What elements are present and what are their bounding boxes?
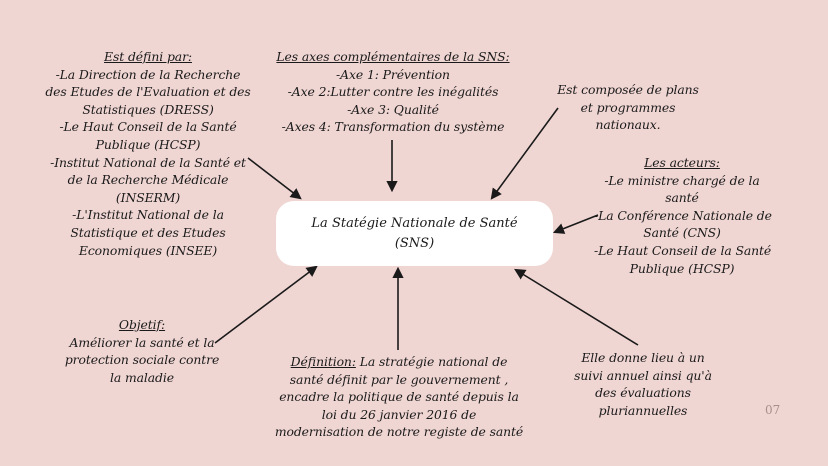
definition-title: Définition:: [290, 354, 356, 369]
actors-block: [594, 154, 770, 277]
center-title: La Statégie Nationale de Santé: [311, 215, 518, 231]
actors-title: Les acteurs:: [644, 155, 720, 170]
list-item: -Axe 2:Lutter contre les inégalités: [287, 84, 499, 100]
list-item: -Axe 3: Qualité: [347, 101, 439, 117]
definition-by-title: Est défini par:: [104, 49, 192, 64]
axes-title: Les axes complémentaires de la SNS:: [276, 49, 510, 64]
list-item: santé: [665, 190, 699, 206]
axes-block: [272, 48, 514, 136]
list-item: -La Direction de la Recherche: [55, 66, 241, 82]
center-abbrev: (SNS): [394, 235, 435, 251]
list-item: -Le ministre chargé de la: [604, 172, 760, 188]
list-item: -Institut National de la Santé et: [50, 154, 246, 170]
list-item: -Axe 1: Prévention: [336, 66, 450, 82]
objective-title: Objetif:: [118, 317, 166, 332]
definition-line: santé définit par le gouvernement ,: [289, 371, 509, 387]
list-item: -La Conférence Nationale de: [594, 207, 772, 223]
list-item: -Axes 4: Transformation du système: [281, 119, 505, 135]
definition-line: encadre la politique de santé depuis la: [279, 389, 519, 405]
list-item: des Etudes de l'Evaluation et des: [45, 84, 251, 100]
list-item: -Le Haut Conseil de la Santé: [59, 119, 237, 135]
objective-line: la maladie: [109, 369, 174, 385]
definition-line: modernisation de notre registe de santé: [274, 424, 524, 440]
composed-line: Est composée de plans: [557, 82, 699, 97]
composed-line: nationaux.: [595, 117, 661, 133]
list-item: Publique (HCSP): [629, 260, 735, 276]
followup-block: [565, 349, 721, 419]
list-item: Santé (CNS): [643, 225, 721, 241]
definition-by-block: [30, 48, 266, 259]
list-item: Publique (HCSP): [95, 136, 201, 152]
followup-line: des évaluations: [595, 385, 691, 401]
list-item: (INSERM): [115, 189, 181, 205]
definition-block: [268, 353, 530, 441]
list-item: Statistique et des Etudes: [70, 224, 226, 240]
list-item: -Le Haut Conseil de la Santé: [594, 242, 772, 258]
page-number: 07: [765, 403, 781, 417]
objective-line: protection sociale contre: [64, 352, 220, 368]
arrow-from-actors: [555, 215, 598, 232]
definition-first-line-rest: La stratégie national de: [355, 354, 508, 369]
followup-line: suivi annuel ainsi qu'à: [574, 367, 712, 383]
definition-first-line: [268, 353, 530, 371]
list-item: Statistiques (DRESS): [82, 101, 214, 117]
arrow-from-followup: [516, 270, 638, 345]
followup-line: Elle donne lieu à un: [581, 350, 705, 365]
composed-line: et programmes: [580, 99, 676, 115]
objective-line: Améliorer la santé et la: [69, 334, 215, 350]
definition-line: loi du 26 janvier 2016 de: [321, 406, 477, 422]
list-item: de la Recherche Médicale: [67, 172, 229, 188]
objective-block: [52, 316, 232, 386]
list-item: -L'Institut National de la: [72, 207, 224, 223]
center-node: [276, 201, 553, 266]
followup-line: pluriannuelles: [598, 402, 688, 418]
list-item: Economiques (INSEE): [78, 242, 218, 258]
composed-block: [548, 81, 708, 134]
